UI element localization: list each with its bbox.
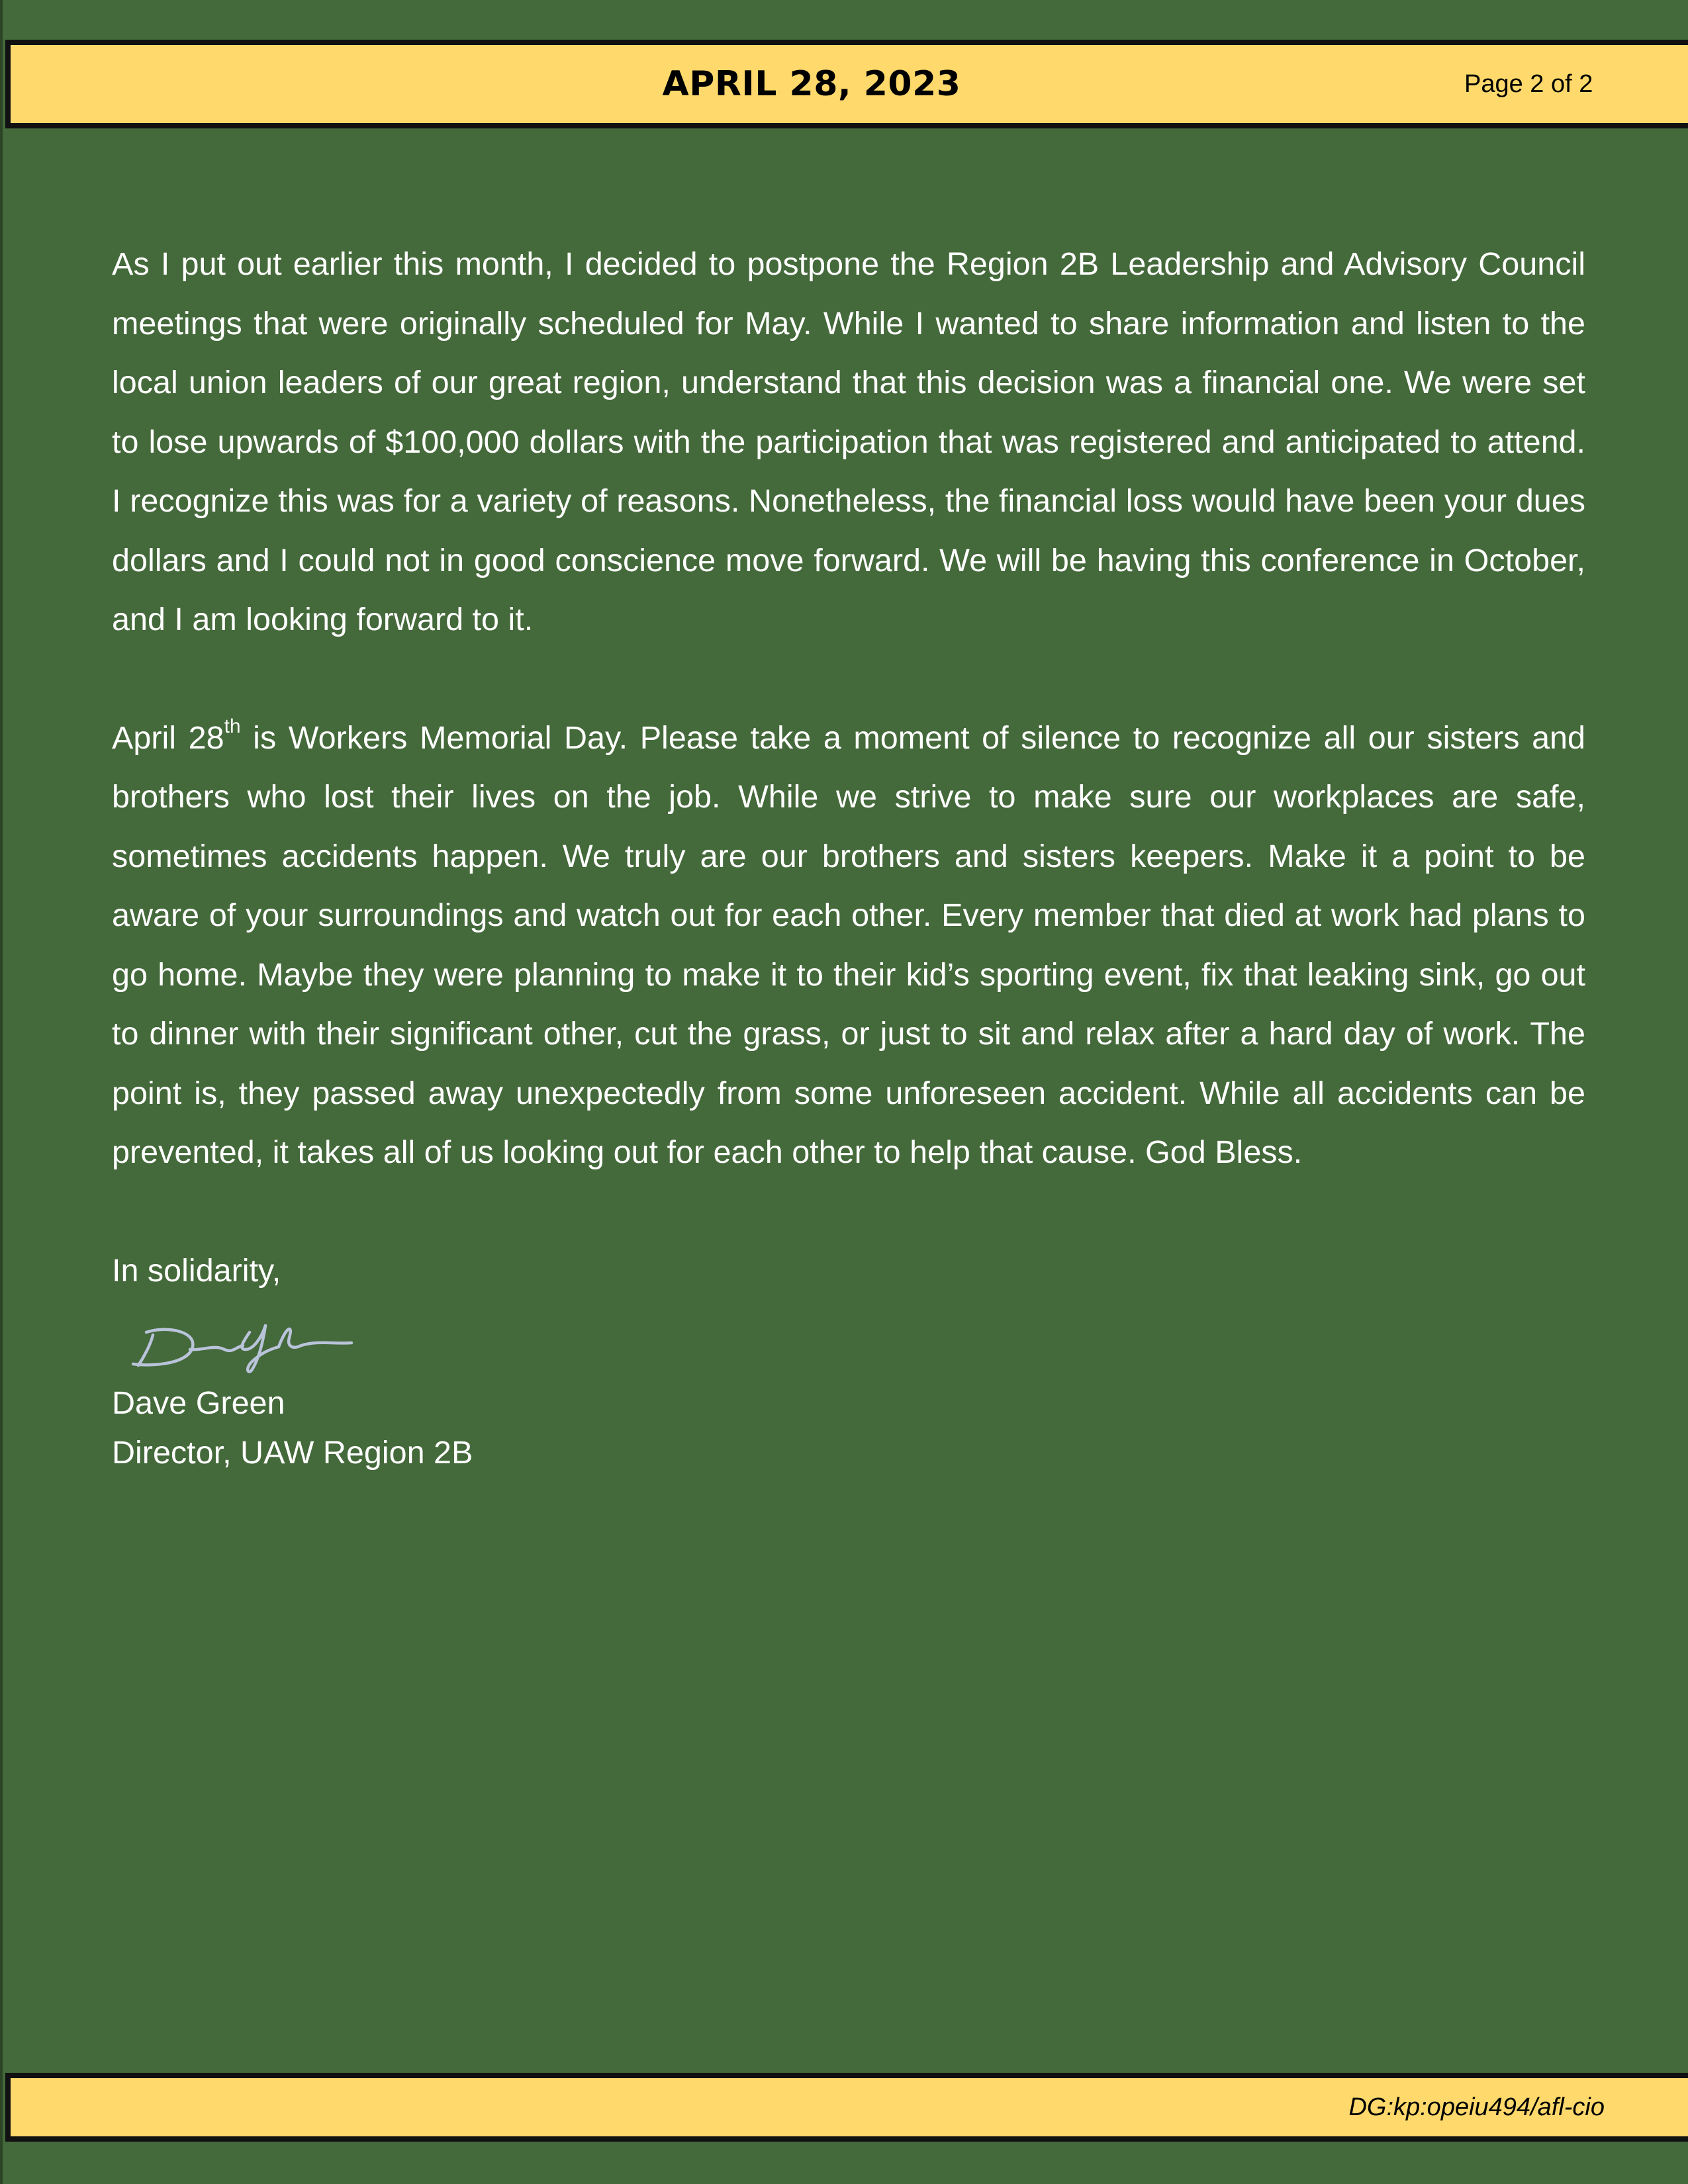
signer-title: Director, UAW Region 2B (112, 1434, 473, 1471)
closing-salutation: In solidarity, (112, 1252, 281, 1289)
footer-reference-code: DG:kp:opeiu494/afl-cio (1348, 2093, 1605, 2121)
ordinal-suffix: th (224, 715, 241, 737)
signature-block (112, 1379, 1585, 1478)
header-date: APRIL 28, 2023 (662, 64, 961, 104)
signer-name: Dave Green (112, 1385, 285, 1421)
paragraph-conference: As I put out earlier this month, I decided to postpone the Region 2B Leadership and Advisory Council meetings that were originally scheduled for May. While I wanted to share information and listen to the local union leaders of our great region, understand that this decision was a financial one. We were set to lose upwards of $100,000 dollars with the participation that was registered and anticipated to attend. I recognize this was for a variety of reasons. Nonetheless, the financial loss would have been your dues dollars and I could not in good conscience move forward. We will be having this conference in October, and I am looking forward to it. (112, 246, 1585, 637)
paragraph-text: is Workers Memorial Day. Please take a moment of silence to recognize all our sisters and brothers who lost their lives on the job. While we strive to make sure our workplaces are safe, sometimes accidents happen. We truly are our brothers and sisters keepers. Make it a point to be aware of your surroundings and watch out for each other. Every member that died at work had plans to go home. Maybe they were planning to make it to their kid’s sporting event, fix that leaking sink, go out to dinner with their significant other, cut the grass, or just to sit and relax after a hard day of work. The point is, they passed away unexpectedly from some unforeseen accident. While all accidents can be prevented, it takes all of us looking out for each other to help that cause. God Bless. (112, 719, 1586, 1170)
signature-image (120, 1306, 358, 1379)
page-indicator: Page 2 of 2 (1464, 70, 1593, 98)
paragraph-workers-memorial (112, 709, 1585, 1183)
header-banner (5, 40, 1688, 128)
footer-banner (5, 2073, 1688, 2142)
letter-body (112, 235, 1585, 1478)
paragraph-lead: April 28 (112, 719, 224, 756)
